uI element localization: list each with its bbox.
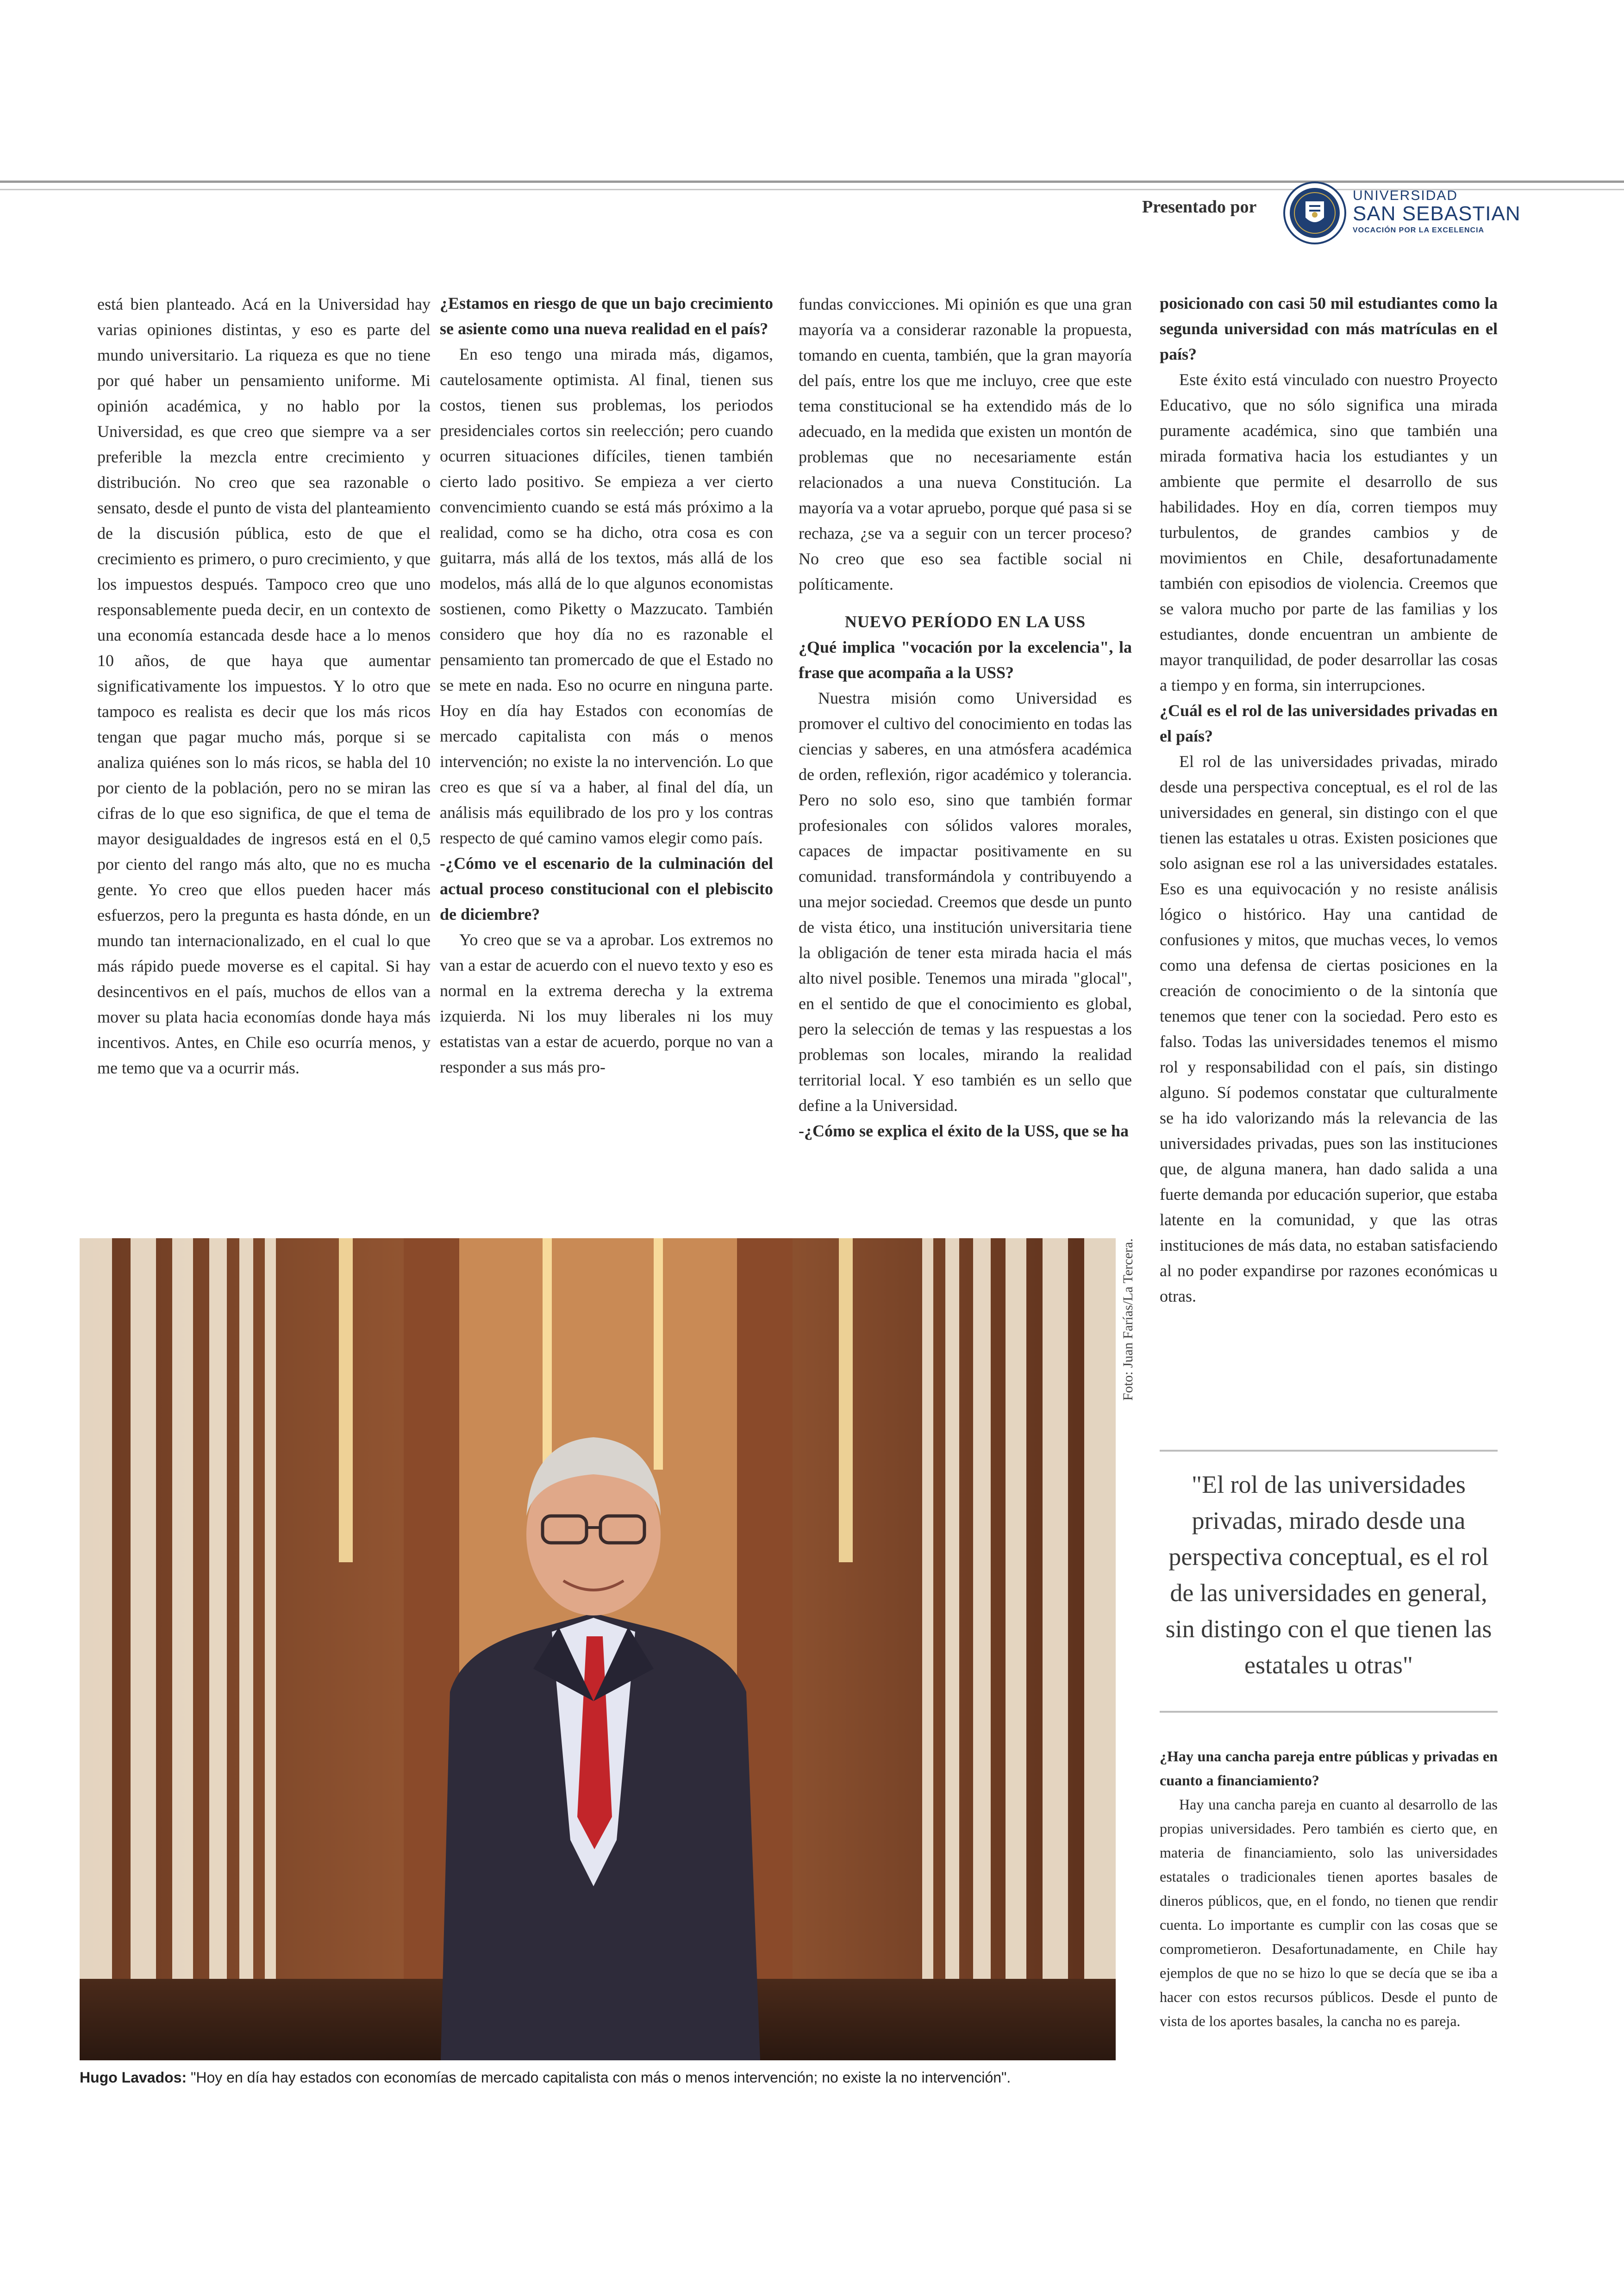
answer: En eso tengo una mirada más, digamos, cautelosamente optimista. Al final, tienen sus costos, tienen sus problemas, los periodos presidenciales cortos sin reelección; pero cuando ocurren situaciones difíciles, tienen también cierto lado positivo. Se empieza a ver cierto convencimiento cuando se está más próximo a la realidad, como se ha dicho, otra cosa es con guitarra, más allá de los textos, más allá de los modelos, más allá de lo que algunos economistas sostienen, como Piketty o Mazzucato. También considero que hoy día no es razonable el pensamiento tan promercado de que el Estado no se mete en nada. Eso no ocurre en ninguna parte. Hoy en día hay Estados con economías de mercado capitalista con más o menos intervención; no existe la no intervención. Lo que creo es que sí va a haber, al final del día, un análisis más equilibrado de los pro y los contras respecto de qué camino vamos elegir como país.	[440, 345, 773, 847]
answer-continued: fundas convicciones. Mi opinión es que una gran mayoría va a considerar razonable la propuesta, tomando en cuenta, también, que la gran mayoría del país, entre los que me incluyo, cree que este tema constitucional se ha extendido más de lo adecuado, en la medida que existen un montón de problemas que no necesariamente están relacionados a una nueva Constitución. La mayoría va a votar apruebo, porque qué pasa si se rechaza, ¿se va a seguir con un tercer proceso? No creo que eso sea factible social ni políticamente.	[799, 295, 1132, 593]
answer: El rol de las universidades privadas, mirado desde una perspectiva conceptual, es el rol de las universidades en general, sin distingo con el que tienen las estatales u otras. Existen posiciones que solo asignan ese rol a las universidades estatales. Eso es una equivocación y no resiste análisis lógico o histórico. Hay una cantidad de confusiones y mitos, que muchas veces, lo vemos como una defensa de ciertas posiciones en la creación de conocimiento o de la sintonía que tenemos que tener con la sociedad. Pero esto es falso. Todas las universidades tenemos el mismo rol y responsabilidad con el país, sin distingo alguno. Sí podemos constatar que culturalmente se ha ido valorizando más la relevancia de las universidades privadas, pues son las instituciones que, de alguna manera, han dado salida a una fuerte demanda por educación superior, que estaba latente en la comunidad, y que las otras instituciones de más data, no estaban satisfaciendo al no poder expandirse por razones económicas u otras.	[1160, 752, 1498, 1305]
portrait-photo	[80, 1238, 1116, 2060]
article-column-1	[97, 292, 431, 1081]
article-column-3	[799, 292, 1132, 1144]
answer: Este éxito está vinculado con nuestro Proyecto Educativo, que no sólo significa una mirada puramente académica, sino que también una mirada formativa hacia los estudiantes y un ambiente que permite el desarrollo de sus habilidades. Hoy en día, corren tiempos muy turbulentos, de grandes cambios y de movimientos en Chile, desafortunadamente también con episodios de violencia. Creemos que se valora mucho por parte de las familias y los estudiantes, donde encuentran un ambiente de mayor tranquilidad, de poder desarrollar las cosas a tiempo y en forma, sin interrupciones.	[1160, 370, 1498, 694]
question: ¿Estamos en riesgo de que un bajo crecimiento se asiente como una nueva realidad en el país?	[440, 294, 773, 338]
article-column-4	[1160, 291, 1498, 1309]
question: ¿Qué implica "vocación por la excelencia", la frase que acompaña a la USS?	[799, 638, 1132, 682]
photo-credit: Foto: Juan Farías/La Tercera.	[1120, 1238, 1136, 1401]
logo-line-1: UNIVERSIDAD	[1353, 188, 1458, 203]
question-continued: posicionado con casi 50 mil estudiantes como la segunda universidad con más matrículas en el país?	[1160, 294, 1498, 363]
answer: Nuestra misión como Universidad es promover el cultivo del conocimiento en todas las ciencias y saberes, en una atmósfera académica de orden, reflexión, rigor académico y tolerancia. Pero no solo eso, sino que también formar profesionales con sólidos valores morales, capaces de impactar positivamente en su comunidad. transformándola y contribuyendo a una mejor sociedad. Creemos que desde un punto de vista ético, una institución universitaria tiene la obligación de tener esta mirada hacia el más alto nivel posible. Tenemos una mirada "glocal", en el sentido de que el conocimiento es global, pero la selección de temas y las respuestas a los problemas son locales, mirando la realidad territorial local. Y eso también es un sello que define a la Universidad.	[799, 689, 1132, 1115]
header-rule	[0, 181, 1624, 183]
caption-text: "Hoy en día hay estados con economías de mercado capitalista con más o menos intervención; no existe la no intervención".	[187, 2069, 1011, 2086]
caption-name: Hugo Lavados:	[80, 2069, 187, 2086]
presented-by-label: Presentado por	[1142, 197, 1257, 217]
section-heading: NUEVO PERÍODO EN LA USS	[844, 612, 1086, 631]
pullquote-rule-bottom	[1160, 1711, 1498, 1713]
paragraph: está bien planteado. Acá en la Universidad hay varias opiniones distintas, y eso es parte del mundo universitario. La riqueza es que no tiene por qué haber un pensamiento uniforme. Mi opinión académica, y no hablo por la Universidad, es que creo que siempre va a ser preferible la mezcla entre crecimiento y distribución. No creo que sea razonable o sensato, desde el punto de vista del planteamiento de la discusión pública, esto de que el crecimiento es primero, o puro crecimiento, y que los impuestos después. Tampoco creo que uno responsablemente pueda decir, en un contexto de una economía estancada desde hace a lo menos 10 años, de que haya que aumentar significativamente los impuestos. Y lo otro que tampoco es realista es decir que los más ricos tengan que pagar mucho más, porque si se analiza quiénes son lo más ricos, se habla del 10 por ciento de la población, pero no se miran las cifras de lo que eso significa, de que el tema de mayor desigualdades de ingresos está en el 0,5 por ciento del rango más alto, que no es mucha gente. Yo creo que ellos pueden hacer más esfuerzos, pero la pregunta es hasta dónde, en un mundo tan internacionalizado, en el cual lo que más rápido puede moverse es el capital. Si hay desincentivos en el país, muchos de ellos van a mover su plata hacia economías donde haya más incentivos. Antes, en Chile eso ocurría menos, y me temo que va a ocurrir más.	[97, 295, 431, 1077]
pullquote-rule-top	[1160, 1450, 1498, 1452]
pullquote: "El rol de las universidades privadas, mirado desde una perspectiva conceptual, es el rol de las universidades en general, sin distingo con el que tienen las estatales u otras"	[1165, 1471, 1492, 1679]
logo-line-2: SAN SEBASTIAN	[1353, 202, 1521, 225]
question: -¿Cómo ve el escenario de la culminación del actual proceso constitucional con el plebiscito de diciembre?	[440, 854, 773, 923]
answer: Hay una cancha pareja en cuanto al desarrollo de las propias universidades. Pero también es cierto que, en materia de financiamiento, solo las universidades estatales o tradicionales tienen aportes basales de dineros públicos, que, en el fondo, no tienen que rendir cuenta. Lo importante es cumplir con las cosas que se comprometieron. Desafortunadamente, en Chile hay ejemplos de que no se hizo lo que se decía que se iba a hacer con estos recursos públicos. Desde el punto de vista de los aportes basales, la cancha no es pareja.	[1160, 1796, 1498, 2029]
logo-tagline: VOCACIÓN POR LA EXCELENCIA	[1353, 226, 1485, 234]
university-seal-icon	[1282, 181, 1347, 245]
portrait-illustration	[80, 1238, 1116, 2060]
question: ¿Cuál es el rol de las universidades privadas en el país?	[1160, 701, 1498, 745]
article-column-2	[440, 291, 773, 1080]
question: ¿Hay una cancha pareja entre públicas y privadas en cuanto a financiamiento?	[1160, 1748, 1498, 1789]
answer: Yo creo que se va a aprobar. Los extremos no van a estar de acuerdo con el nuevo texto y eso es normal en la extrema derecha y la extrema izquierda. Ni los muy liberales ni los muy estatistas van a estar de acuerdo, porque no van a responder a sus más pro-	[440, 930, 773, 1076]
photo-caption	[80, 2069, 1144, 2086]
question: -¿Cómo se explica el éxito de la USS, que se ha	[799, 1122, 1129, 1140]
article-column-5	[1160, 1744, 1498, 2033]
university-logo	[1353, 189, 1593, 234]
